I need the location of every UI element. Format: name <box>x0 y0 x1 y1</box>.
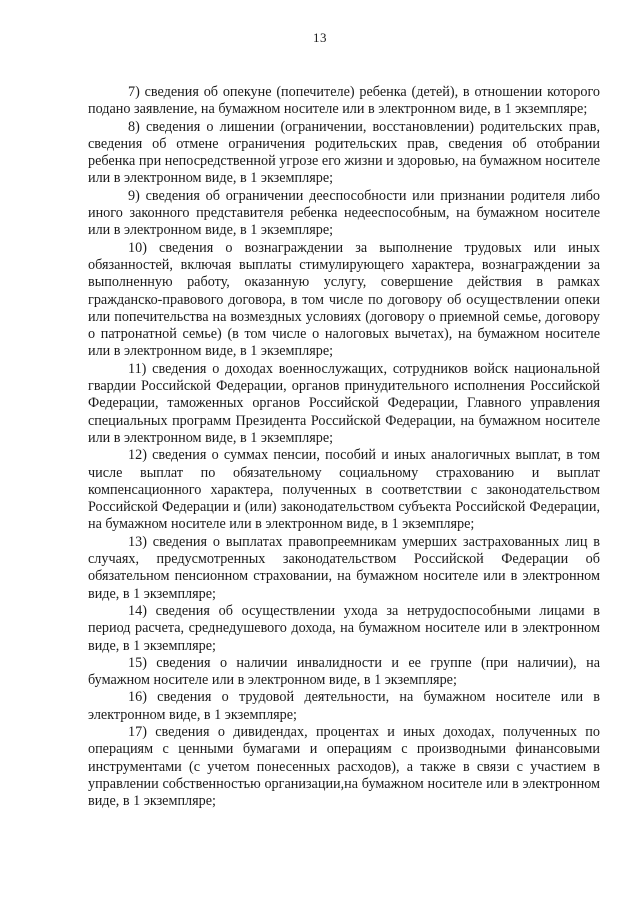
paragraph-item-11: 11) сведения о доходах военнослужащих, сотрудников войск национальной гвардии Российской Федерации, органов принудительного исполнения Российской Федерации, таможенных органов Российской Федерации, Главного управления специальных программ Президента Российской Федерации, на бумажном носителе или в электронном виде, в 1 экземпляре; <box>88 360 600 446</box>
paragraph-item-12: 12) сведения о суммах пенсии, пособий и иных аналогичных выплат, в том числе выплат по обязательному социальному страхованию и выплат компенсационного характера, полученных в соответствии с законодательством Российской Федерации и (или) законодательством субъекта Российской Федерации, на бумажном носителе или в электронном виде, в 1 экземпляре; <box>88 447 600 533</box>
paragraph-item-14: 14) сведения об осуществлении ухода за нетрудоспособными лицами в период расчета, среднедушевого дохода, на бумажном носителе или в электронном виде, в 1 экземпляре; <box>88 602 600 654</box>
paragraph-item-8: 8) сведения о лишении (ограничении, восстановлении) родительских прав, сведения об отмене ограничения родительских прав, сведения об отобрании ребенка при непосредственной угрозе его жизни и здоровью, на бумажном носителе или в электронном виде, в 1 экземпляре; <box>88 118 600 187</box>
paragraph-item-16: 16) сведения о трудовой деятельности, на бумажном носителе или в электронном виде, в 1 экземпляре; <box>88 689 600 723</box>
paragraph-item-9: 9) сведения об ограничении дееспособности или признании родителя либо иного законного представителя ребенка недееспособным, на бумажном носителе или в электронном виде, в 1 экземпляре; <box>88 187 600 239</box>
page-number: 13 <box>313 30 327 45</box>
paragraph-item-7: 7) сведения об опекуне (попечителе) ребенка (детей), в отношении которого подано заявление, на бумажном носителе или в электронном виде, в 1 экземпляре; <box>88 84 600 118</box>
paragraph-item-17: 17) сведения о дивидендах, процентах и иных доходах, полученных по операциям с ценными бумагами и операциям с производными финансовыми инструментами (с учетом понесенных расходов), а также в связи с участием в управлении собственностью организации,на бумажном носителе или в электронном виде, в 1 экземпляре; <box>88 723 600 810</box>
paragraph-item-13: 13) сведения о выплатах правопреемникам умерших застрахованных лиц в случаях, предусмотренных законодательством Российской Федерации об обязательном пенсионном страховании, на бумажном носителе или в электронном виде, в 1 экземпляре; <box>88 533 600 602</box>
document-body <box>88 84 600 810</box>
paragraph-item-15: 15) сведения о наличии инвалидности и ее группе (при наличии), на бумажном носителе или в электронном виде, в 1 экземпляре; <box>88 654 600 689</box>
paragraph-item-10: 10) сведения о вознаграждении за выполнение трудовых или иных обязанностей, включая выплаты стимулирующего характера, вознаграждении за выполненную работу, оказанную услугу, совершение действия в рамках гражданско-правового договора, в том числе по договору об осуществлении опеки или попечительства на возмездных условиях (договору о приемной семье, договору о патронатной семье) (в том числе о налоговых вычетах), на бумажном носителе или в электронном виде, в 1 экземпляре; <box>88 239 600 360</box>
